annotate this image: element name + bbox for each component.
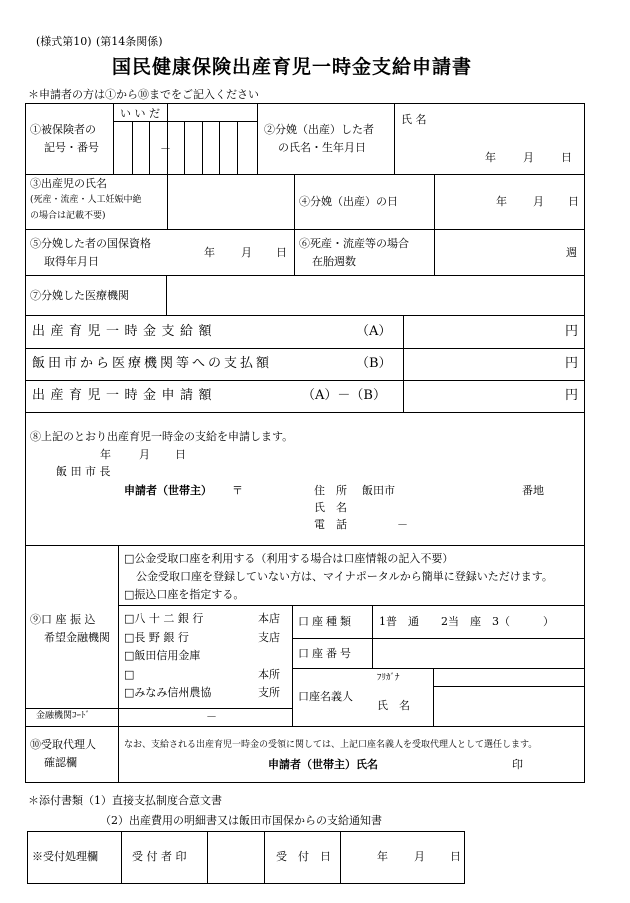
receiver-seal-label: 受 付 者 印 xyxy=(132,850,187,863)
bank-code-label: 金融機関ｺｰﾄﾞ xyxy=(36,711,91,721)
delivery-date-field[interactable] xyxy=(435,175,584,229)
account-holder-furigana-label: ﾌﾘｶﾞﾅ xyxy=(377,673,400,683)
phone-field[interactable] xyxy=(360,516,460,533)
gestation-week-unit: 週 xyxy=(566,246,577,259)
account-holder-label: 口座名義人 xyxy=(298,690,353,703)
seal-mark: 印 xyxy=(512,758,523,771)
amount-a-unit: 円 xyxy=(565,324,579,339)
account-type-label: 口座種類 xyxy=(298,615,354,628)
phone-dash: － xyxy=(397,518,408,531)
child-name-note-2: の場合は記載不要) xyxy=(30,211,106,221)
account-number-field[interactable] xyxy=(373,639,584,668)
mother-birth-day: 日 xyxy=(561,151,572,164)
account-holder-name-label: 氏 名 xyxy=(377,699,410,712)
qualification-month: 月 xyxy=(241,246,252,259)
child-name-label: ③出産児の氏名 xyxy=(30,177,107,190)
account-holder-name-field[interactable] xyxy=(434,687,584,726)
mother-label-1: ②分娩（出産）した者 xyxy=(264,123,374,136)
bank-option-82[interactable]: □八 十 二 銀 行 xyxy=(124,612,204,625)
child-name-field[interactable] xyxy=(168,175,294,229)
gestation-label-2: 在胎週数 xyxy=(312,255,356,268)
delivery-month: 月 xyxy=(533,195,544,208)
mayor-addressee: 飯 田 市 長 xyxy=(56,465,111,478)
postal-mark: 〒 xyxy=(232,484,243,497)
receipt-date-field[interactable] xyxy=(341,832,465,884)
proxy-applicant-label: 申請者（世帯主）氏名 xyxy=(268,758,378,771)
form-number: (様式第10) xyxy=(36,35,92,48)
qualification-year: 年 xyxy=(204,246,215,259)
application-statement: ⑧上記のとおり出産育児一時金の支給を申請します。 xyxy=(30,430,294,443)
phone-label: 電 話 xyxy=(314,518,347,531)
qualification-date-label-2: 取得年月日 xyxy=(44,255,99,268)
bank-branch-ja: 支所 xyxy=(258,686,280,699)
transfer-label-2: 希望金融機関 xyxy=(44,631,110,644)
transfer-label-1: ⑨口 座 振 込 xyxy=(30,613,96,626)
address-city: 飯田市 xyxy=(362,484,395,497)
amount-request-mark: （A）－（B） xyxy=(302,388,386,403)
receipt-label: ※受付処理欄 xyxy=(32,850,98,863)
bank-option-other[interactable]: □ xyxy=(124,668,135,681)
applicant-name-label: 氏 名 xyxy=(314,501,347,514)
amount-request-label: 出産育児一時金申請額 xyxy=(32,388,218,403)
address-label: 住 所 xyxy=(314,484,347,497)
child-name-note-1: (死産・流産・人工妊娠中絶 xyxy=(30,195,142,205)
delivery-year: 年 xyxy=(496,195,507,208)
receiver-seal-field[interactable] xyxy=(208,832,264,884)
proxy-label-1: ⑩受取代理人 xyxy=(30,738,96,751)
public-account-note: 公金受取口座を登録していない方は、マイナポータルから簡単に登録いただけます。 xyxy=(136,570,553,583)
bank-option-nagano[interactable]: □長 野 銀 行 xyxy=(124,631,189,644)
amount-request-unit: 円 xyxy=(565,388,579,403)
mother-label-2: の氏名・生年月日 xyxy=(278,141,366,154)
account-type-options[interactable]: 1普 通 2当 座 3（ ） xyxy=(379,615,554,628)
delivery-date-label: ④分娩（出産）の日 xyxy=(299,195,398,208)
receipt-date-label: 受 付 日 xyxy=(276,850,331,863)
insured-number-label-1: ①被保険者の xyxy=(30,123,96,136)
qualification-date-label-1: ⑤分娩した者の国保資格 xyxy=(30,237,151,250)
application-year: 年 xyxy=(100,448,111,461)
application-day: 日 xyxy=(175,448,186,461)
amount-request-field[interactable] xyxy=(404,381,584,412)
address-banchi: 番地 xyxy=(522,484,544,497)
delivery-day: 日 xyxy=(568,195,579,208)
account-number-label: 口座番号 xyxy=(298,647,354,660)
applicant-name-field[interactable] xyxy=(360,499,560,516)
mother-birth-month: 月 xyxy=(523,151,534,164)
medical-institution-field[interactable] xyxy=(167,276,584,315)
insured-number-label-2: 記号・番号 xyxy=(44,141,99,154)
mother-birth-year: 年 xyxy=(485,151,496,164)
receipt-month: 月 xyxy=(414,850,425,863)
article-reference: (第14条関係) xyxy=(96,35,163,48)
amount-b-unit: 円 xyxy=(565,356,579,371)
proxy-statement: なお、支給される出産育児一時金の受領に関しては、上記口座名義人を受取代理人として選任します。 xyxy=(124,740,538,750)
amount-b-mark: （B） xyxy=(356,356,392,371)
medical-institution-label: ⑦分娩した医療機関 xyxy=(30,289,129,302)
bank-option-iida-shinkin[interactable]: □飯田信用金庫 xyxy=(124,649,201,662)
insured-number-dash: － xyxy=(160,142,171,155)
mother-name-label: 氏 名 xyxy=(401,113,427,126)
amount-a-mark: （A） xyxy=(356,324,392,339)
attachment-1: ＊添付書類（1）直接支払制度合意文書 xyxy=(28,794,222,807)
designate-account-option[interactable]: □振込口座を指定する。 xyxy=(124,588,245,601)
address-field[interactable] xyxy=(400,481,515,498)
bank-branch-82: 本店 xyxy=(258,612,280,625)
bank-code-dash: － xyxy=(206,710,217,723)
bank-branch-other: 本所 xyxy=(258,668,280,681)
amount-a-field[interactable] xyxy=(404,316,584,348)
page-title: 国民健康保険出産育児一時金支給申請書 xyxy=(112,56,473,78)
proxy-applicant-name-field[interactable] xyxy=(392,755,507,773)
application-month: 月 xyxy=(139,448,150,461)
insured-number-prefix: い い だ xyxy=(120,107,160,120)
public-account-option[interactable]: □公金受取口座を利用する（利用する場合は口座情報の記入不要） xyxy=(124,552,454,565)
proxy-label-2: 確認欄 xyxy=(44,756,77,769)
applicant-label: 申請者（世帯主） xyxy=(124,484,212,497)
account-holder-furigana-field[interactable] xyxy=(434,669,584,686)
gestation-weeks-field[interactable] xyxy=(435,230,584,275)
receipt-day: 日 xyxy=(450,850,461,863)
bank-branch-nagano: 支店 xyxy=(258,631,280,644)
bank-option-ja[interactable]: □みなみ信州農協 xyxy=(124,686,212,699)
amount-b-label: 飯田市から医療機関等への支払額 xyxy=(32,356,273,371)
receipt-year: 年 xyxy=(377,850,388,863)
instruction-note: ＊申請者の方は①から⑩までをご記入ください xyxy=(28,88,259,101)
attachment-2: （2）出産費用の明細書又は飯田市国保からの支給通知書 xyxy=(100,814,382,827)
gestation-label-1: ⑥死産・流産等の場合 xyxy=(299,237,409,250)
qualification-day: 日 xyxy=(276,246,287,259)
amount-b-field[interactable] xyxy=(404,349,584,380)
amount-a-label: 出産育児一時金支給額 xyxy=(32,324,218,339)
insured-number-field[interactable] xyxy=(113,104,257,174)
